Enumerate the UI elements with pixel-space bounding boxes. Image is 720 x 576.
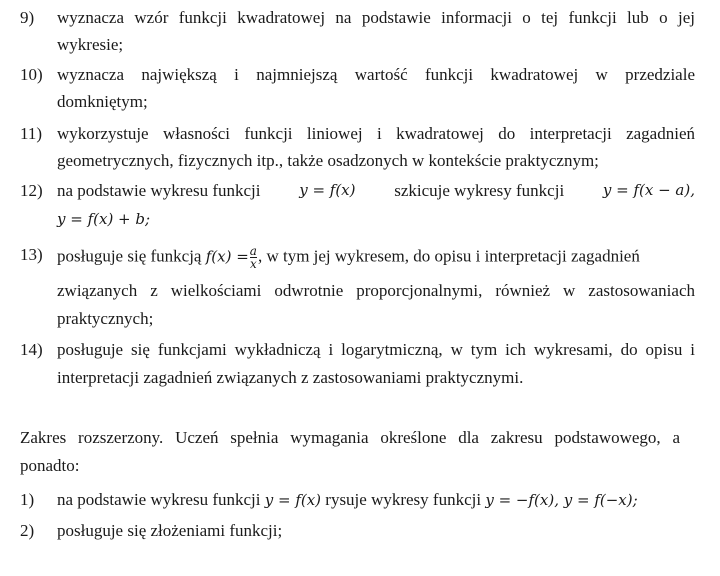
- item-text-line: geometrycznych, fizycznych itp., także osadzonych w kontekście praktycznym;: [57, 151, 599, 170]
- math-formula: y = f(x): [299, 181, 356, 199]
- item-text-line: posługuje się złożeniami funkcji;: [57, 521, 283, 540]
- fraction: [250, 245, 257, 270]
- item-text-line: związanych z wielkościami odwrotnie proporcjonalnymi, również w zastosowaniach: [57, 281, 695, 300]
- item-text-line: wyznacza wzór funkcji kwadratowej na podstawie informacji o tej funkcji lub o jej: [57, 8, 695, 27]
- item-number: 11): [20, 124, 43, 143]
- text-segment: posługuje się funkcją: [57, 246, 202, 266]
- extended-scope-intro-cont: [20, 456, 680, 476]
- item-number: 12): [20, 181, 43, 200]
- item-number: 1): [20, 490, 35, 509]
- intro-line: ponadto:: [20, 456, 80, 475]
- item-number: 10): [20, 65, 43, 84]
- text-segment: na podstawie wykresu funkcji: [57, 490, 261, 509]
- extended-scope-intro: [20, 428, 680, 448]
- math-formula: f(x) =: [205, 247, 249, 266]
- item-text-line: interpretacji zagadnień związanych z zastosowaniami praktycznymi.: [57, 368, 524, 387]
- item-text-line: wyznacza największą i najmniejszą wartość funkcji kwadratowej w przedziale: [57, 65, 695, 84]
- fraction-numerator: a: [249, 244, 257, 258]
- item-text-line: wykorzystuje własności funkcji liniowej i kwadratowej do interpretacji zagadnień: [57, 124, 695, 143]
- math-formula: y = −f(x), y = f(−x);: [485, 491, 638, 509]
- item-number: 2): [20, 521, 35, 540]
- text-segment: , w tym jej wykresem, do opisu i interpretacji zagadnień: [257, 246, 640, 266]
- item-text-line: wykresie;: [57, 35, 124, 54]
- item-number: 13): [20, 245, 43, 264]
- item-number: 9): [20, 8, 35, 27]
- item-text-line: posługuje się funkcjami wykładniczą i logarytmiczną, w tym ich wykresami, do opisu i: [57, 340, 695, 359]
- item-text-line: praktycznych;: [57, 309, 154, 328]
- text-segment: rysuje wykresy funkcji: [325, 490, 482, 509]
- math-formula: y = f(x − a),: [602, 181, 695, 199]
- text-segment: szkicuje wykresy funkcji: [394, 181, 565, 200]
- intro-line: Zakres rozszerzony. Uczeń spełnia wymagania określone dla zakresu podstawowego, a: [20, 428, 680, 447]
- text-segment: na podstawie wykresu funkcji: [57, 181, 261, 200]
- fraction-denominator: x: [249, 257, 257, 271]
- item-text-line: [57, 490, 638, 510]
- math-formula: y = f(x): [264, 491, 322, 509]
- item-text-line: [57, 181, 695, 201]
- item-number: 14): [20, 340, 43, 359]
- math-formula: y = f(x) + b;: [57, 210, 151, 228]
- item-text-line: domkniętym;: [57, 92, 148, 111]
- item-text-line: [57, 245, 695, 270]
